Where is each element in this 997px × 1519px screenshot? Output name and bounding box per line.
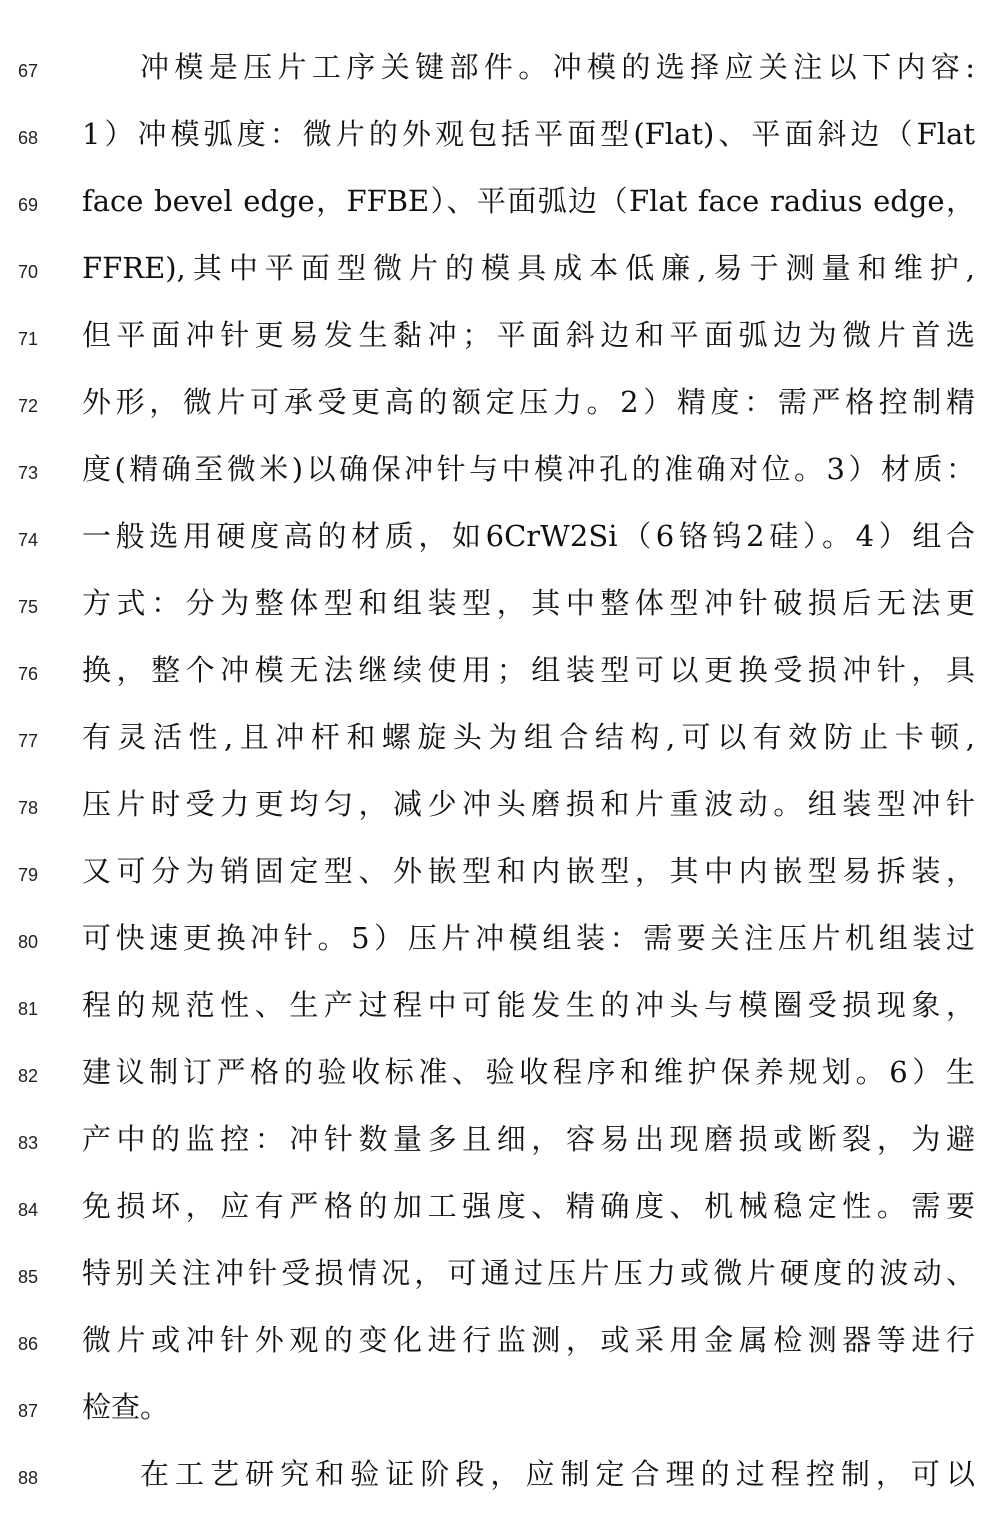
line-number: 75 — [18, 597, 39, 617]
line-text: 微片或冲针外观的变化进行监测，或采用金属检测器等进行 — [82, 1323, 975, 1357]
text-line — [0, 1454, 997, 1500]
text-line — [0, 1119, 997, 1165]
line-text: 特别关注冲针受损情况，可通过压片压力或微片硬度的波动、 — [82, 1256, 975, 1290]
line-number: 67 — [18, 61, 39, 81]
line-number: 81 — [18, 999, 39, 1019]
text-line — [0, 650, 997, 696]
text-line — [0, 516, 997, 562]
text-line — [0, 114, 997, 160]
line-number: 87 — [18, 1401, 39, 1421]
text-line — [0, 1052, 997, 1098]
line-number: 85 — [18, 1267, 39, 1287]
line-text: 压片时受力更均匀，减少冲头磨损和片重波动。组装型冲针 — [82, 787, 975, 821]
text-line — [0, 583, 997, 629]
line-text: 又可分为销固定型、外嵌型和内嵌型，其中内嵌型易拆装， — [82, 854, 975, 888]
line-number: 86 — [18, 1334, 39, 1354]
text-line — [0, 717, 997, 763]
line-text: 但平面冲针更易发生黏冲；平面斜边和平面弧边为微片首选 — [82, 318, 975, 352]
line-number: 82 — [18, 1066, 39, 1086]
line-text: face bevel edge，FFBE）、平面弧边（Flat face radius edge， — [82, 184, 975, 218]
line-text: 外形，微片可承受更高的额定压力。2）精度：需严格控制精 — [82, 385, 975, 419]
line-text: 有灵活性,且冲杆和螺旋头为组合结构,可以有效防止卡顿, — [82, 720, 975, 754]
line-text: 产中的监控：冲针数量多且细，容易出现磨损或断裂，为避 — [82, 1122, 975, 1156]
text-line — [0, 1320, 997, 1366]
text-line — [0, 1387, 997, 1433]
line-text: 一般选用硬度高的材质，如6CrW2Si（6铬钨2硅）。4）组合 — [82, 519, 975, 553]
line-number: 84 — [18, 1200, 39, 1220]
line-number: 68 — [18, 128, 39, 148]
text-line — [0, 382, 997, 428]
text-line — [0, 851, 997, 897]
line-number: 88 — [18, 1468, 39, 1488]
line-text: 程的规范性、生产过程中可能发生的冲头与模圈受损现象， — [82, 988, 975, 1022]
line-number: 83 — [18, 1133, 39, 1153]
text-line — [0, 449, 997, 495]
line-text: 度(精确至微米)以确保冲针与中模冲孔的准确对位。3）材质： — [82, 452, 975, 486]
line-number: 79 — [18, 865, 39, 885]
line-number: 69 — [18, 195, 39, 215]
text-line — [0, 47, 997, 93]
line-number: 77 — [18, 731, 39, 751]
line-number: 71 — [18, 329, 39, 349]
line-text: 可快速更换冲针。5）压片冲模组装：需要关注压片机组装过 — [82, 921, 975, 955]
text-line — [0, 248, 997, 294]
line-text: 在工艺研究和验证阶段，应制定合理的过程控制，可以 — [140, 1457, 975, 1491]
line-number: 73 — [18, 463, 39, 483]
text-line — [0, 181, 997, 227]
text-line — [0, 985, 997, 1031]
line-text: 换，整个冲模无法继续使用；组装型可以更换受损冲针，具 — [82, 653, 975, 687]
text-line — [0, 918, 997, 964]
line-text: 方式：分为整体型和组装型，其中整体型冲针破损后无法更 — [82, 586, 975, 620]
line-text: 1）冲模弧度：微片的外观包括平面型(Flat)、平面斜边（Flat — [82, 117, 975, 151]
text-line — [0, 784, 997, 830]
text-line — [0, 1186, 997, 1232]
line-text: 建议制订严格的验收标准、验收程序和维护保养规划。6）生 — [82, 1055, 975, 1089]
line-text: FFRE),其中平面型微片的模具成本低廉,易于测量和维护, — [82, 251, 975, 285]
line-number: 72 — [18, 396, 39, 416]
line-text: 免损坏，应有严格的加工强度、精确度、机械稳定性。需要 — [82, 1189, 975, 1223]
line-text: 检查。 — [82, 1390, 170, 1424]
line-number: 80 — [18, 932, 39, 952]
line-text: 冲模是压片工序关键部件。冲模的选择应关注以下内容: — [140, 50, 975, 84]
line-number: 76 — [18, 664, 39, 684]
line-number: 70 — [18, 262, 39, 282]
line-number: 74 — [18, 530, 39, 550]
line-number: 78 — [18, 798, 39, 818]
text-line — [0, 315, 997, 361]
text-line — [0, 1253, 997, 1299]
